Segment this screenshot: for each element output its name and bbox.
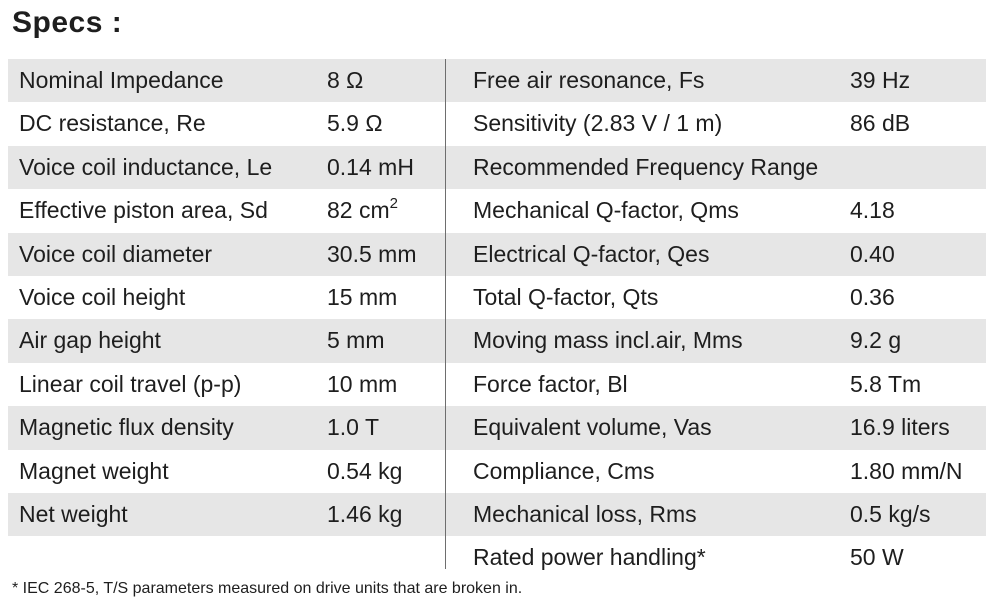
spec-value: 10 mm xyxy=(327,370,398,397)
spec-label: Rated power handling* xyxy=(473,544,706,571)
spec-value: 1.0 T xyxy=(327,414,379,441)
table-row xyxy=(8,493,986,536)
spec-label: Magnetic flux density xyxy=(19,414,234,441)
spec-value: 0.5 kg/s xyxy=(850,501,931,527)
spec-value: 9.2 g xyxy=(850,327,902,354)
superscript: 2 xyxy=(389,194,398,212)
spec-value: 86 dB xyxy=(850,110,911,137)
spec-label: Mechanical loss, Rms xyxy=(473,501,697,527)
spec-value: 0.40 xyxy=(850,240,895,267)
table-row xyxy=(8,189,986,232)
table-row xyxy=(8,536,986,572)
spec-label: Total Q-factor, Qts xyxy=(473,284,659,310)
spec-value-with-superscript xyxy=(327,189,398,232)
spec-label: Voice coil diameter xyxy=(19,240,213,267)
spec-label: Air gap height xyxy=(19,327,161,354)
spec-label: Moving mass incl.air, Mms xyxy=(473,327,743,354)
spec-label: DC resistance, Re xyxy=(19,110,206,137)
spec-label: Force factor, Bl xyxy=(473,370,628,397)
table-row xyxy=(8,363,986,406)
spec-value: 0.14 mH xyxy=(327,153,414,180)
spec-label: Compliance, Cms xyxy=(473,457,655,484)
table-row xyxy=(8,59,986,102)
spec-label: Recommended Frequency Range xyxy=(473,153,819,180)
spec-value: 1.80 mm/N xyxy=(850,457,963,484)
spec-label: Magnet weight xyxy=(19,457,169,484)
spec-value: 30.5 mm xyxy=(327,240,417,267)
specs-title: Specs : xyxy=(12,6,123,39)
table-row xyxy=(8,233,986,276)
spec-value: 5.8 Tm xyxy=(850,370,922,397)
table-row xyxy=(8,406,986,449)
spec-value: 16.9 liters xyxy=(850,414,950,441)
spec-label: Net weight xyxy=(19,501,128,527)
column-divider xyxy=(445,59,446,569)
table-row xyxy=(8,276,986,319)
spec-value: 50 W xyxy=(850,544,904,571)
table-row xyxy=(8,102,986,145)
spec-label: Linear coil travel (p-p) xyxy=(19,370,242,397)
spec-value: 8 Ω xyxy=(327,67,364,93)
spec-label: Free air resonance, Fs xyxy=(473,67,705,93)
spec-value: 0.54 kg xyxy=(327,457,403,484)
spec-value: 15 mm xyxy=(327,284,398,310)
spec-value: 4.18 xyxy=(850,197,895,224)
spec-value: 5 mm xyxy=(327,327,385,354)
spec-label: Voice coil height xyxy=(19,284,186,310)
spec-label: Mechanical Q-factor, Qms xyxy=(473,197,739,224)
spec-label: Electrical Q-factor, Qes xyxy=(473,240,710,267)
spec-value: 1.46 kg xyxy=(327,501,403,527)
spec-value: 39 Hz xyxy=(850,67,911,93)
spec-label: Nominal Impedance xyxy=(19,67,224,93)
spec-value: 5.9 Ω xyxy=(327,110,383,137)
spec-value: 82 cm xyxy=(327,197,390,224)
spec-label: Sensitivity (2.83 V / 1 m) xyxy=(473,110,723,137)
table-row xyxy=(8,146,986,189)
footnote: * IEC 268-5, T/S parameters measured on drive units that are broken in. xyxy=(12,580,523,597)
specs-table xyxy=(8,59,986,569)
spec-label: Voice coil inductance, Le xyxy=(19,153,273,180)
spec-value: 0.36 xyxy=(850,284,895,310)
table-row xyxy=(8,450,986,493)
spec-label: Effective piston area, Sd xyxy=(19,197,268,224)
table-row xyxy=(8,319,986,362)
spec-label: Equivalent volume, Vas xyxy=(473,414,712,441)
